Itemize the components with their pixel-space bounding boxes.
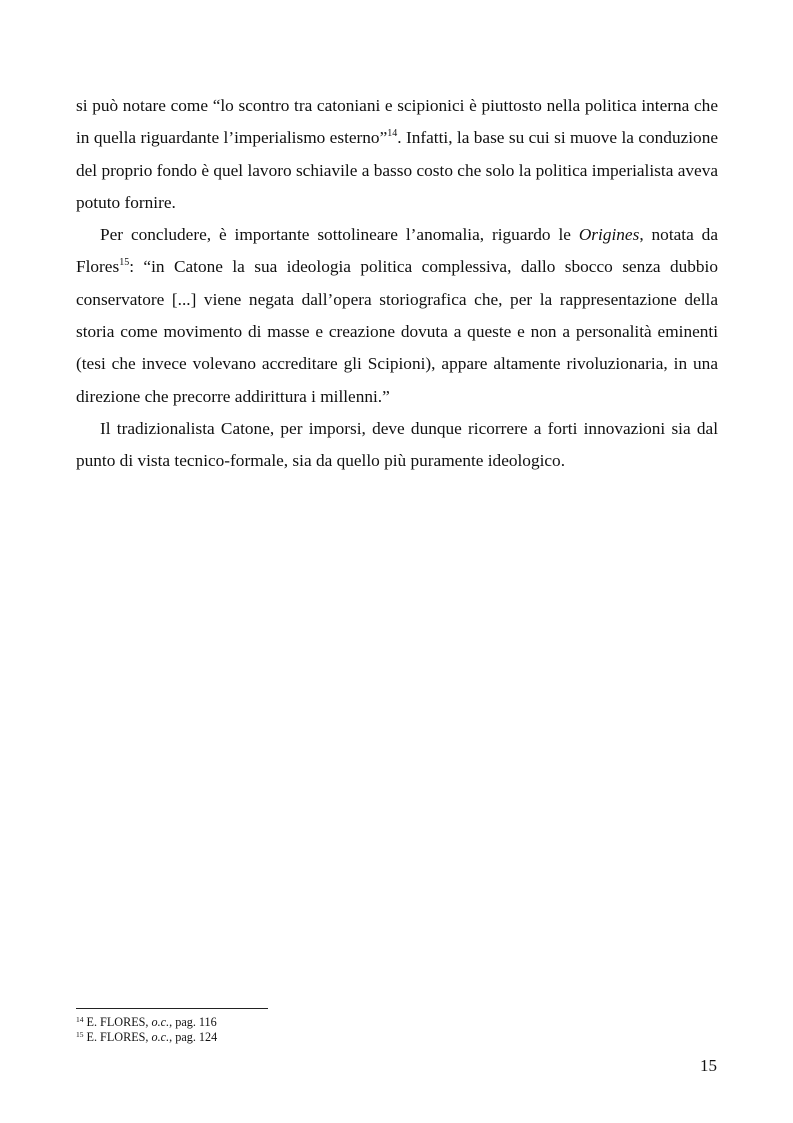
paragraph-1 xyxy=(76,90,718,219)
footnotes xyxy=(76,1015,716,1044)
paragraph-1-text: si può notare come “lo scontro tra catoniani e scipionici è piuttosto nella politica interna che in quella riguardante l’imperialismo esterno” xyxy=(76,96,718,148)
page-number: 15 xyxy=(700,1056,717,1075)
paragraph-2-text-cont: , notata da Flores xyxy=(76,225,718,277)
footnote-pages: , pag. 116 xyxy=(169,1015,217,1029)
paragraph-3: Il tradizionalista Catone, per imporsi, deve dunque ricorrere a forti innovazioni sia dal punto di vista tecnico-formale, sia da quello più puramente ideologico. xyxy=(76,418,718,471)
footnote-ref-14[interactable]: 14 xyxy=(387,128,398,140)
origines-title: Origines xyxy=(578,225,640,245)
paragraph-2 xyxy=(76,219,718,413)
footnote-ref-15[interactable]: 15 xyxy=(119,257,130,269)
body-text xyxy=(76,90,718,478)
footnote-14 xyxy=(76,1015,716,1030)
paragraph-2-quote: : “in Catone la sua ideologia politica complessiva, dallo sbocco senza dubbio conservatore [...] viene negata dall’opera storiografica che, per la rappresentazione della storia come movimento di masse e creazione dovuta a queste e non a personalità eminenti (tesi che invece volevano accreditare gli Scipioni), appare altamente rivoluzionaria, in una direzione che precorre addirittura i millenni.” xyxy=(76,257,718,406)
footnote-work: o.c. xyxy=(151,1015,170,1029)
paragraph-1-text-cont: . Infatti, la base su cui si muove la conduzione del proprio fondo è quel lavoro schiavile a basso costo che solo la politica imperialista aveva potuto fornire. xyxy=(76,128,719,212)
footnote-15 xyxy=(76,1030,716,1045)
footnote-separator xyxy=(76,1008,268,1009)
footnote-number: 14 xyxy=(76,1015,84,1024)
paragraph-2-text: Per concludere, è importante sottolineare l’anomalia, riguardo le xyxy=(100,225,579,245)
footnote-author: E. FLORES, xyxy=(86,1015,152,1029)
footnote-pages: , pag. 124 xyxy=(169,1029,218,1044)
footnote-author: E. FLORES, xyxy=(86,1029,152,1044)
footnote-number: 15 xyxy=(76,1029,84,1039)
footnote-work: o.c. xyxy=(151,1029,170,1044)
